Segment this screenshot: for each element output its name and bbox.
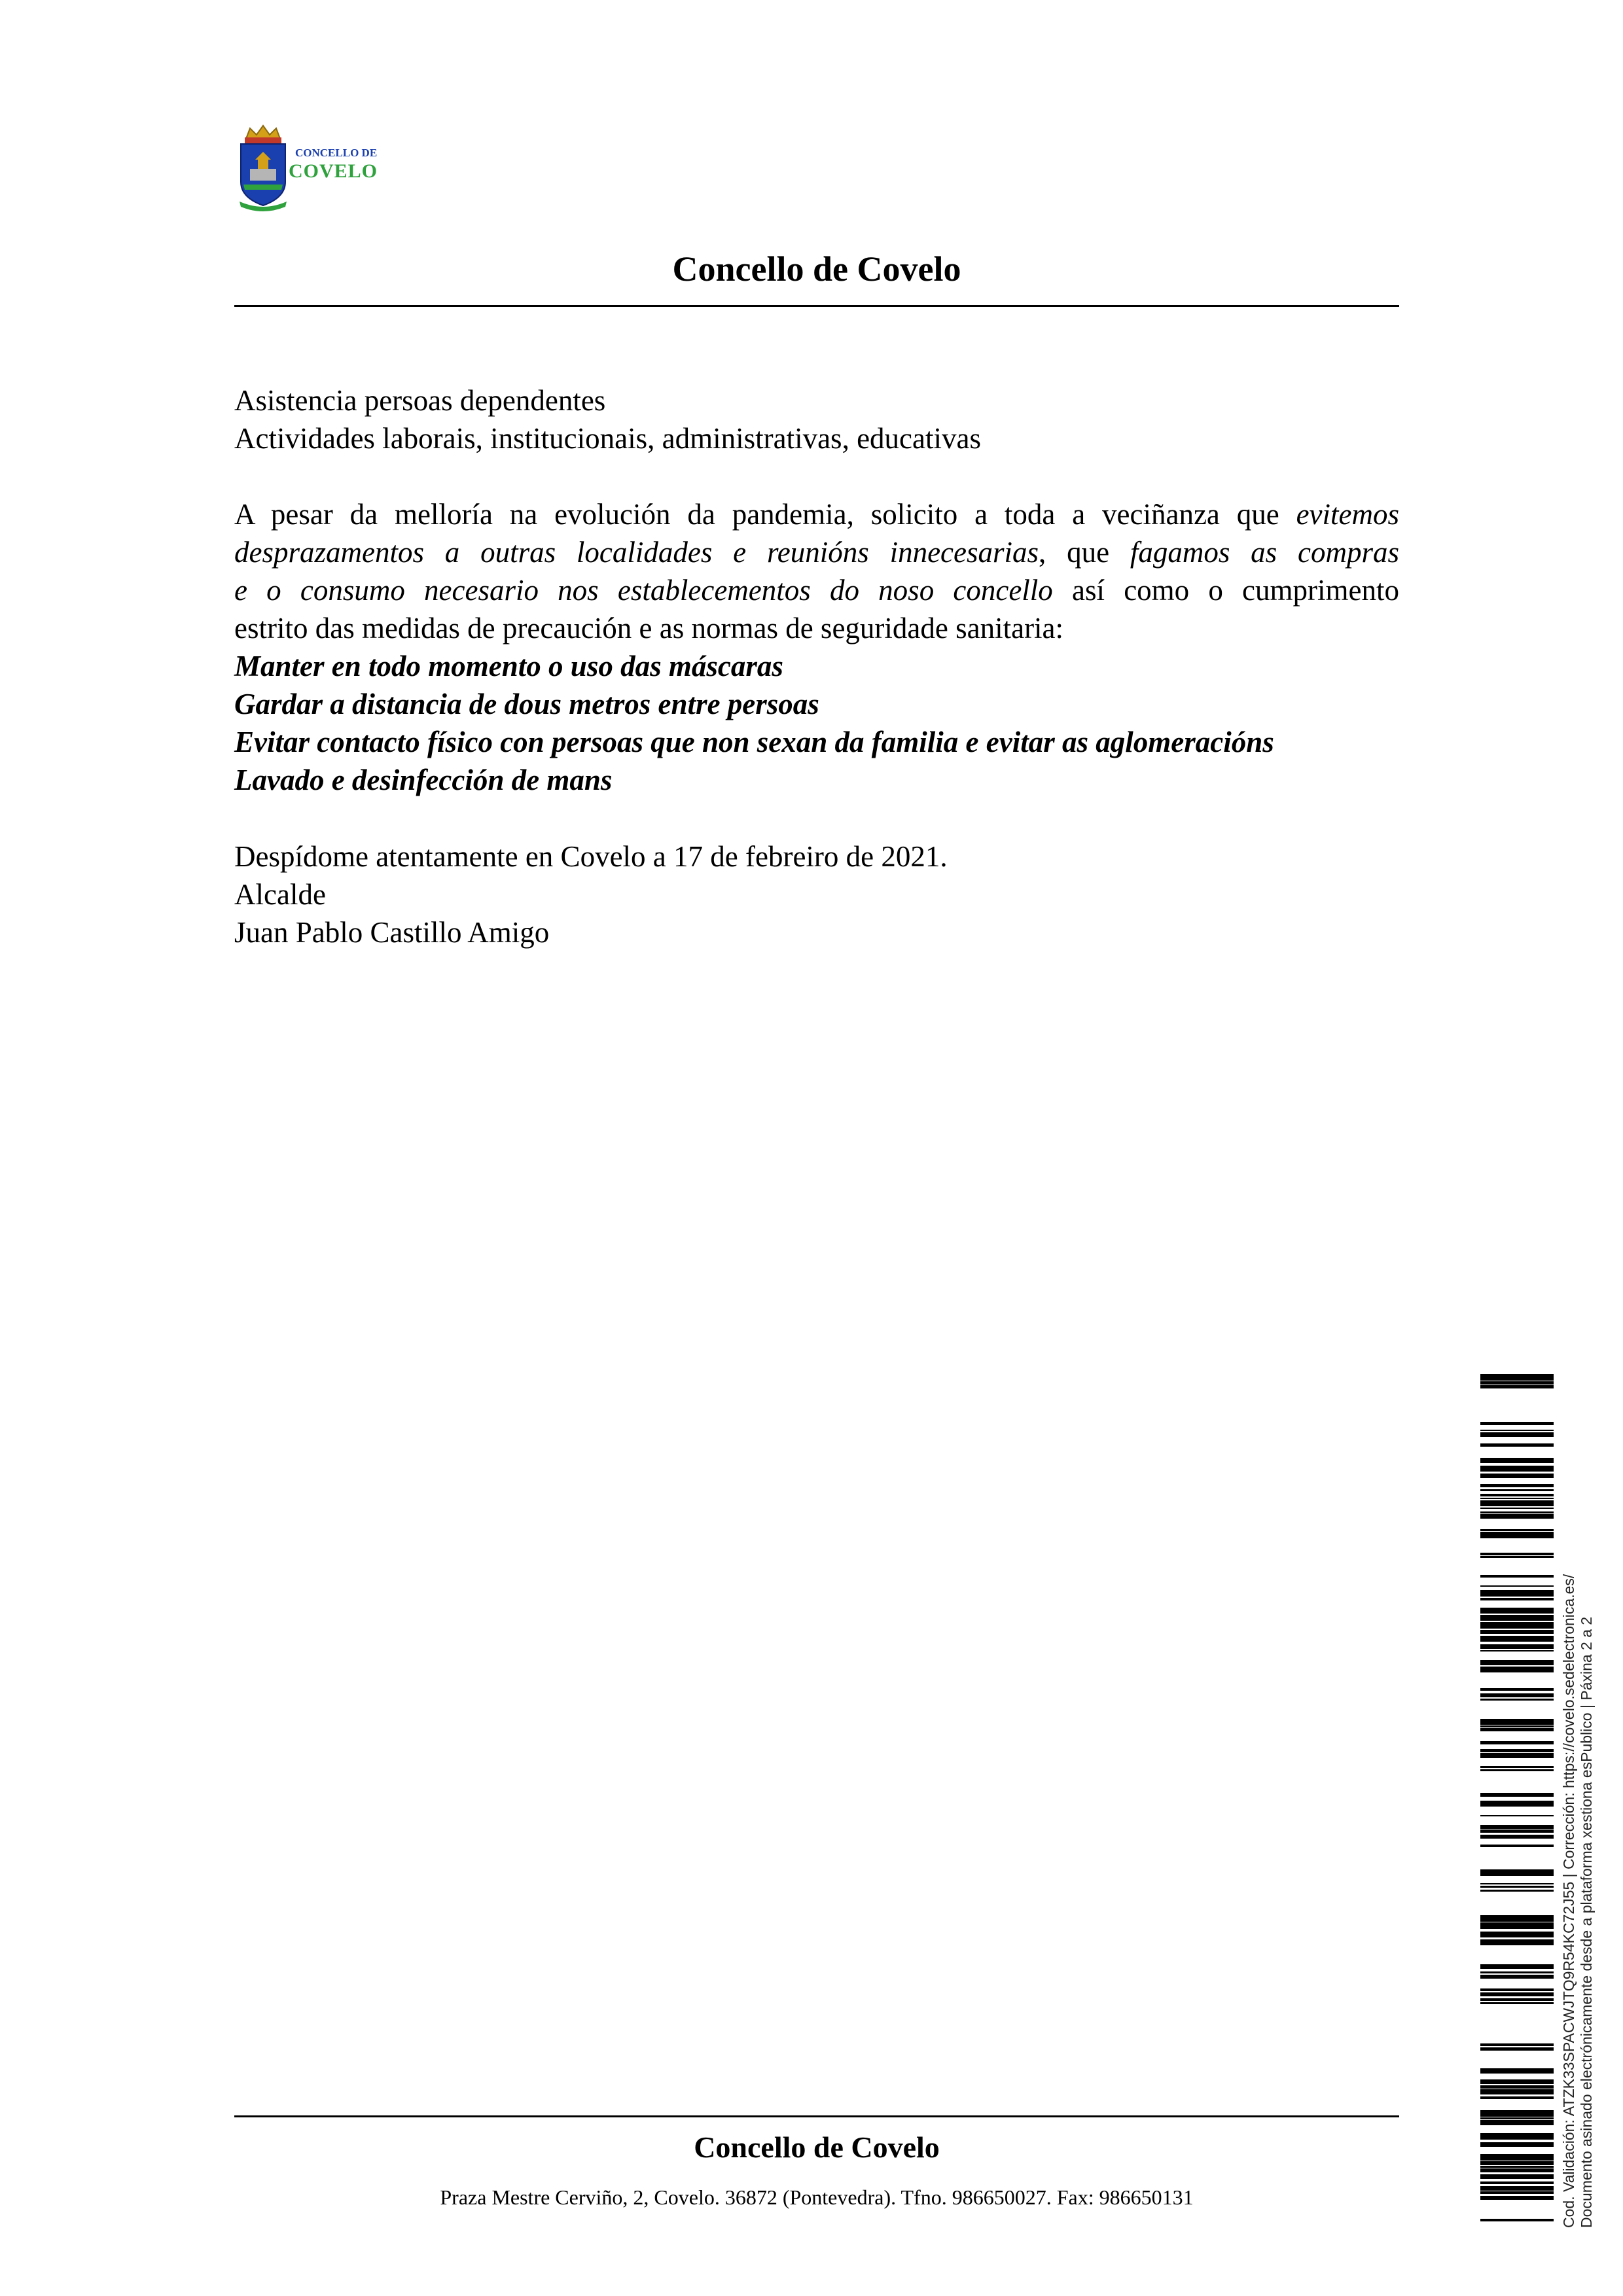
footer-title: Concello de Covelo xyxy=(694,2130,940,2164)
barcode-bar xyxy=(1480,1494,1554,1496)
barcode-bar xyxy=(1480,1988,1554,1991)
measure-item: Gardar a distancia de dous metros entre persoas xyxy=(234,688,819,720)
barcode-bar xyxy=(1480,1385,1554,1388)
paragraph-line-1: A pesar da melloría na evolución da pandemia, solicito a toda a veciñanza que evitemos xyxy=(234,498,1399,531)
barcode-bar xyxy=(1480,2047,1554,2051)
intro-list xyxy=(234,381,1399,457)
barcode-bar xyxy=(1480,1489,1554,1491)
barcode-bar xyxy=(1480,1374,1554,1381)
barcode-bar xyxy=(1480,1474,1554,1478)
barcode-bar xyxy=(1480,1719,1554,1725)
barcode-bar xyxy=(1480,1508,1554,1509)
barcode-bar xyxy=(1480,1932,1554,1937)
main-paragraph xyxy=(234,495,1399,799)
farewell: Despídome atentamente en Covelo a 17 de febreiro de 2021. xyxy=(234,840,948,873)
barcode-bar xyxy=(1480,1590,1554,1597)
barcode-bar xyxy=(1480,1636,1554,1642)
barcode-bar xyxy=(1480,1514,1554,1519)
intro-item: Actividades laborais, institucionais, administrativas, educativas xyxy=(234,422,981,455)
barcode-bar xyxy=(1480,1660,1554,1665)
barcode-bar xyxy=(1480,1766,1554,1768)
barcode-bar xyxy=(1480,1815,1554,1816)
barcode-bar xyxy=(1480,2089,1554,2094)
paragraph-line-4: estrito das medidas de precaución e as normas de seguridade sanitaria: xyxy=(234,612,1064,645)
barcode-bar xyxy=(1480,1458,1554,1463)
barcode-bar xyxy=(1480,1890,1554,1892)
barcode-bar xyxy=(1480,2181,1554,2184)
page-title: Concello de Covelo xyxy=(672,249,961,289)
barcode-bar xyxy=(1480,1829,1554,1833)
barcode-bar xyxy=(1480,1484,1554,1487)
barcode-bar xyxy=(1480,1553,1554,1555)
barcode-bar xyxy=(1480,1585,1554,1587)
barcode-bar xyxy=(1480,2161,1554,2165)
barcode-bar xyxy=(1480,2002,1554,2004)
barcode-bar xyxy=(1480,2191,1554,2194)
barcode-bar xyxy=(1480,1693,1554,1697)
barcode-bar xyxy=(1480,2142,1554,2147)
barcode-bar xyxy=(1480,1430,1554,1431)
barcode-bar xyxy=(1480,1825,1554,1829)
signatory-role: Alcalde xyxy=(234,878,326,911)
barcode-bar xyxy=(1480,1753,1554,1758)
barcode-bar xyxy=(1480,1801,1554,1807)
barcode-bar xyxy=(1480,1883,1554,1884)
barcode-bar xyxy=(1480,1443,1554,1447)
barcode-bar xyxy=(1480,2133,1554,2140)
barcode-bar xyxy=(1480,1556,1554,1558)
validation-barcode xyxy=(1480,1374,1554,2231)
barcode-bar xyxy=(1480,2043,1554,2046)
barcode-bar xyxy=(1480,1615,1554,1621)
barcode-bar xyxy=(1480,1688,1554,1691)
barcode-bar xyxy=(1480,1498,1554,1499)
barcode-bar xyxy=(1480,1608,1554,1614)
barcode-bar xyxy=(1480,1845,1554,1847)
signatory-name: Juan Pablo Castillo Amigo xyxy=(234,916,550,949)
barcode-bar xyxy=(1480,2096,1554,2099)
barcode-bar xyxy=(1480,1500,1554,1506)
barcode-bar xyxy=(1480,1741,1554,1744)
barcode-bar xyxy=(1480,1793,1554,1797)
logo-subtitle: CONCELLO DE xyxy=(295,147,378,159)
barcode-bar xyxy=(1480,1869,1554,1876)
measure-item: Lavado e desinfección de mans xyxy=(234,764,613,796)
footer-divider xyxy=(234,2115,1399,2117)
barcode-bar xyxy=(1480,1432,1554,1437)
logo-title: COVELO xyxy=(289,160,378,182)
barcode-bar xyxy=(1480,2117,1554,2119)
validation-code-line: Cod. Validación: ATZK33SPACWJTQ9R54KC72J55 | Corrección: https://covelo.sedelectronica.es/ xyxy=(1560,1574,1577,2228)
barcode-bar xyxy=(1480,1725,1554,1727)
barcode-bar xyxy=(1480,1971,1554,1973)
coat-of-arms-icon xyxy=(234,124,292,213)
barcode-bar xyxy=(1480,1532,1554,1538)
paragraph-line-2: desprazamentos a outras localidades e reunións innecesarias, que fagamos as compras xyxy=(234,536,1399,569)
barcode-bar xyxy=(1480,1511,1554,1513)
barcode-bar xyxy=(1480,1998,1554,2001)
closing-block xyxy=(234,838,1399,951)
barcode-bar xyxy=(1480,2166,1554,2168)
barcode-bar xyxy=(1480,1644,1554,1649)
barcode-bar xyxy=(1480,2079,1554,2084)
barcode-bar xyxy=(1480,1699,1554,1701)
barcode-bar xyxy=(1480,1939,1554,1945)
barcode-bar xyxy=(1480,1915,1554,1922)
barcode-bar xyxy=(1480,1630,1554,1634)
barcode-bar xyxy=(1480,2120,1554,2125)
barcode-bar xyxy=(1480,1466,1554,1472)
intro-item: Asistencia persoas dependentes xyxy=(234,384,606,417)
barcode-bar xyxy=(1480,1422,1554,1425)
concello-logo xyxy=(234,124,385,213)
measure-item: Evitar contacto físico con persoas que non sexan da familia e evitar as aglomeracións xyxy=(234,726,1274,758)
barcode-bar xyxy=(1480,1667,1554,1672)
barcode-bar xyxy=(1480,1749,1554,1752)
barcode-bar xyxy=(1480,1381,1554,1385)
barcode-bar xyxy=(1480,2219,1554,2221)
barcode-bar xyxy=(1480,2186,1554,2191)
footer-address: Praza Mestre Cerviño, 2, Covelo. 36872 (Pontevedra). Tfno. 986650027. Fax: 986650131 xyxy=(440,2185,1194,2209)
header-divider xyxy=(234,305,1399,307)
paragraph-line-3: e o consumo necesario nos establecementos do noso concello así como o cumprimento xyxy=(234,574,1399,607)
validation-signature-line: Documento asinado electrónicamente desde a plataforma xestiona esPublico | Páxina 2 a 2 xyxy=(1578,1616,1595,2228)
barcode-bar xyxy=(1480,2085,1554,2089)
barcode-bar xyxy=(1480,2174,1554,2179)
barcode-bar xyxy=(1480,2068,1554,2074)
barcode-bar xyxy=(1480,2154,1554,2161)
barcode-bar xyxy=(1480,1922,1554,1929)
barcode-bar xyxy=(1480,1769,1554,1771)
barcode-bar xyxy=(1480,1728,1554,1731)
barcode-bar xyxy=(1480,1992,1554,1996)
barcode-bar xyxy=(1480,1575,1554,1578)
barcode-bar xyxy=(1480,1622,1554,1629)
barcode-bar xyxy=(1480,2110,1554,2117)
barcode-bar xyxy=(1480,1964,1554,1969)
barcode-bar xyxy=(1480,2196,1554,2200)
barcode-bar xyxy=(1480,1835,1554,1839)
barcode-bar xyxy=(1480,1650,1554,1651)
barcode-bar xyxy=(1480,1975,1554,1979)
barcode-bar xyxy=(1480,1886,1554,1888)
barcode-bar xyxy=(1480,1529,1554,1531)
measure-item: Manter en todo momento o uso das máscaras xyxy=(234,650,783,682)
barcode-bar xyxy=(1480,1598,1554,1600)
barcode-bar xyxy=(1480,2168,1554,2172)
